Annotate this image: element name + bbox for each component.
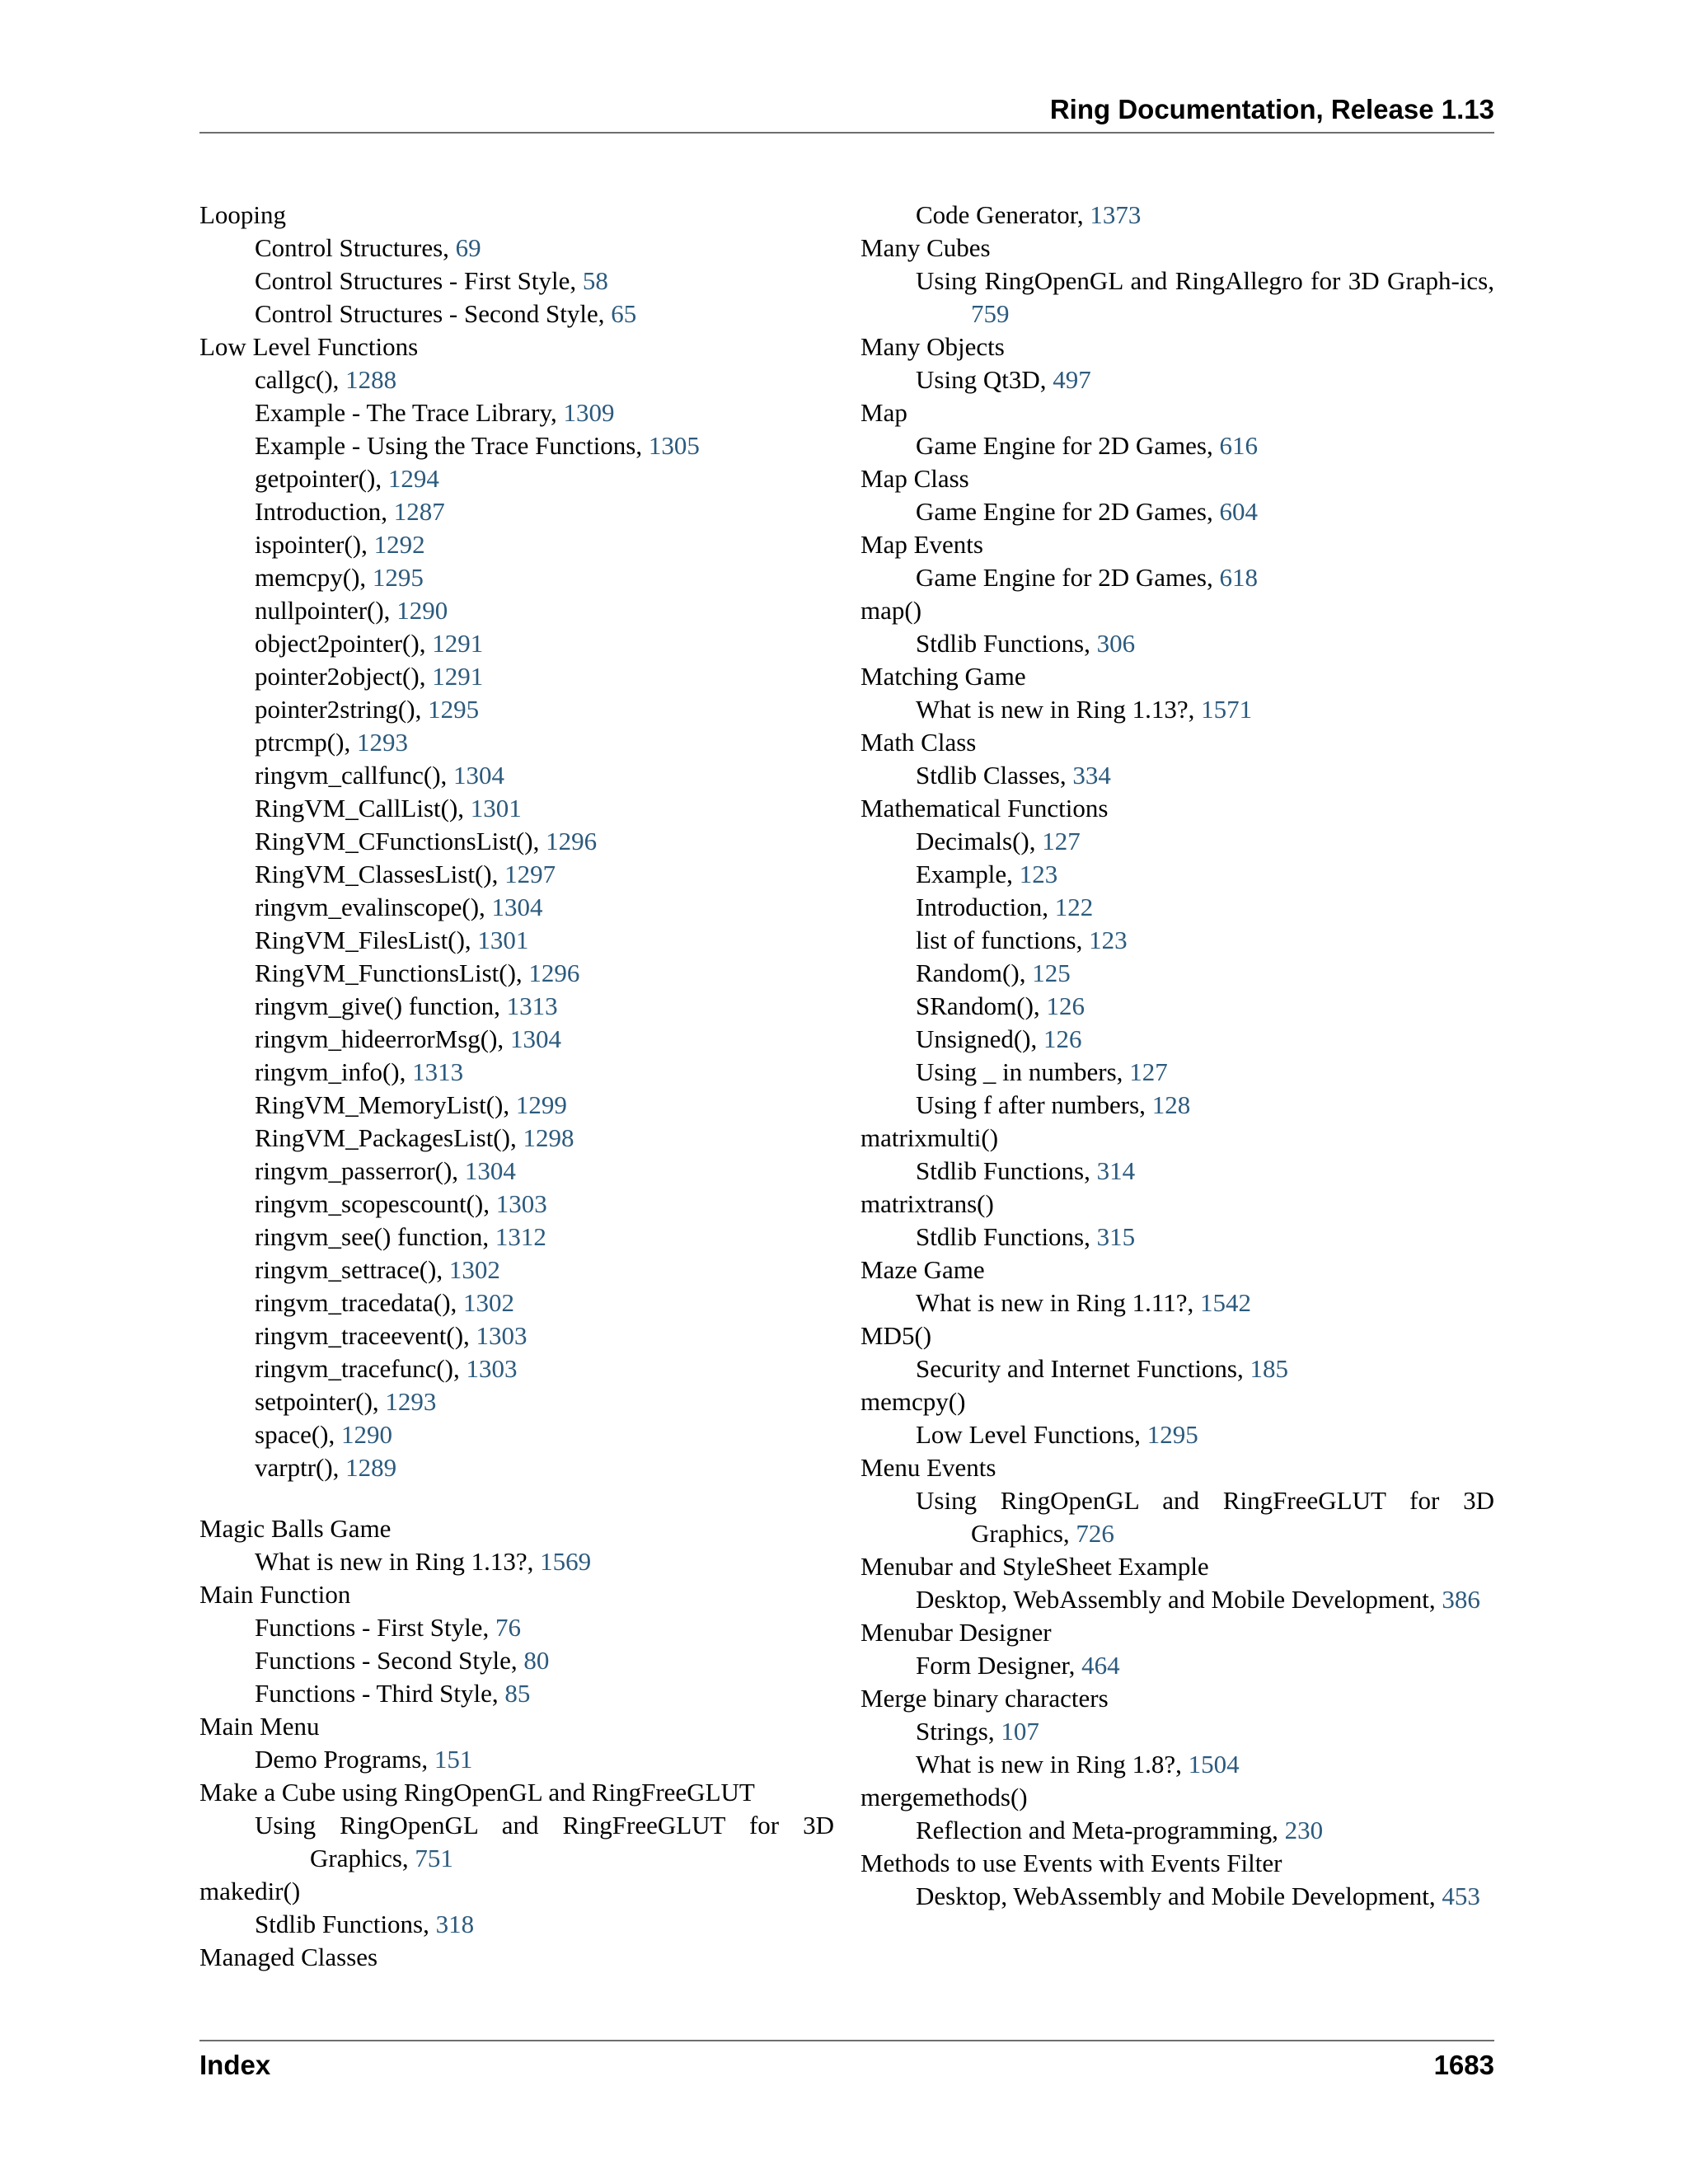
page-reference-link[interactable]: 1291	[432, 662, 484, 691]
page-reference-link[interactable]: 80	[523, 1646, 550, 1675]
subentry-text: Stdlib Functions,	[916, 629, 1097, 658]
index-subentry	[199, 627, 834, 660]
page-reference-link[interactable]: 1313	[412, 1057, 464, 1086]
index-subentry	[860, 627, 1494, 660]
page-reference-link[interactable]: 1373	[1090, 200, 1142, 229]
page-reference-link[interactable]: 85	[504, 1679, 531, 1708]
subentry-text: memcpy(),	[255, 563, 373, 592]
index-column-left	[199, 199, 834, 1974]
subentry-text: Game Engine for 2D Games,	[916, 563, 1220, 592]
running-title: Ring Documentation, Release 1.13	[1049, 94, 1494, 124]
index-subentry	[199, 693, 834, 726]
page-reference-link[interactable]: 1302	[448, 1255, 500, 1284]
subentry-text: Low Level Functions,	[916, 1420, 1147, 1449]
page-reference-link[interactable]: 1504	[1188, 1750, 1240, 1779]
index-term: Maze Game	[860, 1255, 985, 1284]
index-subentry	[860, 1418, 1494, 1451]
index-subentry	[199, 660, 834, 693]
page-reference-link[interactable]: 759	[971, 299, 1010, 328]
page-reference-link[interactable]: 123	[1089, 926, 1128, 954]
index-subentry	[199, 825, 834, 858]
index-subentry	[860, 759, 1494, 792]
index-subentry	[860, 891, 1494, 924]
index-subentry	[860, 1352, 1494, 1385]
page-reference-link[interactable]: 1304	[491, 893, 543, 921]
index-subentry	[199, 1286, 834, 1319]
index-subentry	[860, 1155, 1494, 1188]
subentry-text: ringvm_tracedata(),	[255, 1288, 464, 1317]
page-reference-link[interactable]: 126	[1046, 991, 1085, 1020]
subentry-text: Introduction,	[916, 893, 1055, 921]
index-term: makedir()	[199, 1877, 301, 1905]
index-subentry	[199, 858, 834, 891]
page-reference-link[interactable]: 151	[434, 1745, 473, 1774]
subentry-text: ispointer(),	[255, 530, 374, 559]
subentry-text: Control Structures,	[255, 233, 456, 262]
subentry-text: RingVM_FunctionsList(),	[255, 958, 529, 987]
subentry-text: Desktop, WebAssembly and Mobile Development,	[916, 1585, 1442, 1614]
index-column-right	[860, 199, 1494, 1913]
index-subentry	[199, 528, 834, 561]
page-number: 1683	[1433, 2050, 1494, 2080]
page-reference-link[interactable]: 1309	[563, 398, 615, 427]
subentry-text: RingVM_CallList(),	[255, 794, 471, 823]
subentry-text: space(),	[255, 1420, 341, 1449]
index-subentry	[860, 924, 1494, 957]
subentry-text: Using f after numbers,	[916, 1090, 1152, 1119]
page-reference-link[interactable]: 128	[1151, 1090, 1191, 1119]
page-reference-link[interactable]: 1292	[373, 530, 425, 559]
page-reference-link[interactable]: 65	[611, 299, 637, 328]
subentry-text: Strings,	[916, 1717, 1001, 1746]
page-reference-link[interactable]: 1295	[428, 695, 480, 724]
subentry-text: Reflection and Meta-programming,	[916, 1816, 1285, 1844]
index-subentry	[199, 1908, 834, 1941]
page-reference-link[interactable]: 1299	[515, 1090, 567, 1119]
index-subentry	[860, 1484, 1494, 1550]
index-term: Math Class	[860, 728, 977, 757]
index-subentry	[860, 825, 1494, 858]
subentry-text: nullpointer(),	[255, 596, 397, 625]
index-subentry	[860, 363, 1494, 396]
index-subentry	[860, 1583, 1494, 1616]
subentry-text: RingVM_PackagesList(),	[255, 1123, 523, 1152]
index-term: Main Function	[199, 1580, 351, 1609]
index-subentry	[199, 1611, 834, 1644]
index-subentry	[199, 957, 834, 990]
subentry-text: Desktop, WebAssembly and Mobile Development,	[916, 1882, 1442, 1910]
subentry-text: ringvm_tracefunc(),	[255, 1354, 467, 1383]
index-term: MD5()	[860, 1321, 932, 1350]
page-reference-link[interactable]: 1303	[466, 1354, 518, 1383]
index-subentry	[199, 1319, 834, 1352]
page-reference-link[interactable]: 1298	[523, 1123, 574, 1152]
subentry-text: Stdlib Functions,	[916, 1156, 1097, 1185]
subentry-text: Using RingOpenGL and RingFreeGLUT for 3D Graphics,	[255, 1811, 834, 1872]
index-subentry	[860, 1221, 1494, 1254]
subentry-text: pointer2object(),	[255, 662, 433, 691]
index-term: Mathematical Functions	[860, 794, 1109, 823]
index-subentry	[860, 1880, 1494, 1913]
subentry-text: Form Designer,	[916, 1651, 1082, 1680]
page-reference-link[interactable]: 1301	[477, 926, 529, 954]
index-subentry	[860, 1023, 1494, 1056]
subentry-text: Example - Using the Trace Functions,	[255, 431, 649, 460]
index-subentry	[860, 429, 1494, 462]
page-reference-link[interactable]: 1304	[509, 1024, 561, 1053]
page-reference-link[interactable]: 107	[1001, 1717, 1039, 1746]
index-subentry	[860, 1089, 1494, 1122]
page-reference-link[interactable]: 726	[1076, 1519, 1114, 1548]
index-term: Main Menu	[199, 1712, 320, 1741]
index-subentry	[860, 1286, 1494, 1319]
page-reference-link[interactable]: 464	[1081, 1651, 1120, 1680]
page-reference-link[interactable]: 1571	[1201, 695, 1253, 724]
subentry-text: Game Engine for 2D Games,	[916, 497, 1220, 526]
index-subentry	[199, 462, 834, 495]
subentry-text: RingVM_CFunctionsList(),	[255, 827, 546, 855]
subentry-text: Demo Programs,	[255, 1745, 434, 1774]
index-subentry	[860, 858, 1494, 891]
index-term: Methods to use Events with Events Filter	[860, 1849, 1282, 1877]
subentry-text: Using RingOpenGL and RingFreeGLUT for 3D Graphics,	[916, 1486, 1494, 1548]
subentry-text: ringvm_info(),	[255, 1057, 413, 1086]
page-reference-link[interactable]: 751	[415, 1844, 453, 1872]
subentry-text: ptrcmp(),	[255, 728, 357, 757]
subentry-text: ringvm_give() function,	[255, 991, 507, 1020]
subentry-text: callgc(),	[255, 365, 346, 394]
index-subentry	[860, 693, 1494, 726]
subentry-text: Stdlib Functions,	[916, 1222, 1097, 1251]
index-subentry	[199, 792, 834, 825]
page-reference-link[interactable]: 1312	[495, 1222, 546, 1251]
subentry-text: Example - The Trace Library,	[255, 398, 564, 427]
index-term: Many Cubes	[860, 233, 991, 262]
index-term: Looping	[199, 200, 287, 229]
index-subentry	[199, 891, 834, 924]
page-reference-link[interactable]: 1304	[453, 761, 505, 790]
subentry-text: Security and Internet Functions,	[916, 1354, 1250, 1383]
page-reference-link[interactable]: 1287	[393, 497, 445, 526]
subentry-text: What is new in Ring 1.13?,	[916, 695, 1202, 724]
subentry-text: ringvm_evalinscope(),	[255, 893, 492, 921]
index-subentry	[199, 990, 834, 1023]
index-term: mergemethods()	[860, 1783, 1028, 1811]
index-subentry	[860, 1715, 1494, 1748]
index-term: Map Class	[860, 464, 969, 493]
page-reference-link[interactable]: 122	[1054, 893, 1094, 921]
page-reference-link[interactable]: 126	[1043, 1024, 1082, 1053]
index-subentry	[199, 561, 834, 594]
page-reference-link[interactable]: 1295	[372, 563, 424, 592]
subentry-text: Stdlib Classes,	[916, 761, 1073, 790]
index-subentry	[199, 924, 834, 957]
page-reference-link[interactable]: 125	[1032, 958, 1071, 987]
index-subentry	[860, 990, 1494, 1023]
subentry-text: Decimals(),	[916, 827, 1043, 855]
page-reference-link[interactable]: 127	[1042, 827, 1081, 855]
subentry-text: ringvm_callfunc(),	[255, 761, 454, 790]
index-term: Managed Classes	[199, 1943, 378, 1971]
page-footer	[199, 2040, 1494, 2080]
index-term: Make a Cube using RingOpenGL and RingFreeGLUT	[199, 1778, 755, 1807]
index-subentry	[199, 1155, 834, 1188]
index-subentry	[860, 1748, 1494, 1781]
page-reference-link[interactable]: 123	[1019, 860, 1058, 888]
page-reference-link[interactable]: 127	[1129, 1057, 1168, 1086]
subentry-text: getpointer(),	[255, 464, 388, 493]
subentry-text: What is new in Ring 1.8?,	[916, 1750, 1189, 1779]
page-reference-link[interactable]: 1290	[396, 596, 448, 625]
page-reference-link[interactable]: 1294	[387, 464, 439, 493]
subentry-text: Unsigned(),	[916, 1024, 1043, 1053]
subentry-text: ringvm_scopescount(),	[255, 1189, 496, 1218]
subentry-text: ringvm_traceevent(),	[255, 1321, 476, 1350]
page-reference-link[interactable]: 1295	[1146, 1420, 1198, 1449]
subentry-text: SRandom(),	[916, 991, 1047, 1020]
page-reference-link[interactable]: 1289	[345, 1453, 397, 1482]
index-term: Merge binary characters	[860, 1684, 1109, 1713]
page-reference-link[interactable]: 1290	[341, 1420, 392, 1449]
page-reference-link[interactable]: 230	[1284, 1816, 1324, 1844]
page-reference-link[interactable]: 1305	[648, 431, 700, 460]
index-term: Low Level Functions	[199, 332, 419, 361]
page-reference-link[interactable]: 1288	[345, 365, 397, 394]
index-subentry	[860, 199, 1494, 232]
index-subentry	[199, 1056, 834, 1089]
subentry-text: varptr(),	[255, 1453, 346, 1482]
subentry-text: Example,	[916, 860, 1020, 888]
index-subentry	[199, 1809, 834, 1875]
page-reference-link[interactable]: 334	[1072, 761, 1111, 790]
subentry-text: Using RingOpenGL and RingAllegro for 3D Graph-ics,	[916, 266, 1494, 295]
page-reference-link[interactable]: 69	[455, 233, 481, 262]
page-reference-link[interactable]: 1304	[464, 1156, 516, 1185]
index-term: map()	[860, 596, 922, 625]
page-reference-link[interactable]: 58	[582, 266, 608, 295]
letter-group-gap	[199, 1484, 834, 1512]
subentry-text: Functions - Second Style,	[255, 1646, 524, 1675]
page-reference-link[interactable]: 1542	[1199, 1288, 1251, 1317]
subentry-text: What is new in Ring 1.13?,	[255, 1547, 541, 1576]
page-reference-link[interactable]: 76	[495, 1613, 521, 1642]
page-reference-link[interactable]: 306	[1096, 629, 1136, 658]
subentry-text: object2pointer(),	[255, 629, 433, 658]
subentry-text: list of functions,	[916, 926, 1090, 954]
index-subentry	[860, 1056, 1494, 1089]
index-term: Menubar and StyleSheet Example	[860, 1552, 1209, 1581]
subentry-text: setpointer(),	[255, 1387, 386, 1416]
index-subentry	[199, 1188, 834, 1221]
subentry-text: Functions - Third Style,	[255, 1679, 505, 1708]
subentry-text: Using _ in numbers,	[916, 1057, 1130, 1086]
index-term: Map	[860, 398, 907, 427]
index-term: Menu Events	[860, 1453, 996, 1482]
index-subentry	[199, 1677, 834, 1710]
subentry-text: ringvm_passerror(),	[255, 1156, 465, 1185]
index-subentry	[199, 298, 834, 330]
page-reference-link[interactable]: 1296	[528, 958, 580, 987]
index-subentry	[860, 1649, 1494, 1682]
subentry-text: What is new in Ring 1.11?,	[916, 1288, 1200, 1317]
subentry-text: ringvm_hideerrorMsg(),	[255, 1024, 510, 1053]
index-subentry	[860, 495, 1494, 528]
index-subentry	[199, 1089, 834, 1122]
index-subentry	[199, 1545, 834, 1578]
index-subentry	[199, 1385, 834, 1418]
page-reference-link[interactable]: 1569	[540, 1547, 592, 1576]
index-term: matrixtrans()	[860, 1189, 994, 1218]
subentry-text: Code Generator,	[916, 200, 1090, 229]
page-reference-link[interactable]: 618	[1219, 563, 1258, 592]
index-subentry	[199, 594, 834, 627]
index-term: matrixmulti()	[860, 1123, 999, 1152]
index-term: Matching Game	[860, 662, 1026, 691]
index-subentry	[860, 265, 1494, 330]
subentry-text: Control Structures - Second Style,	[255, 299, 612, 328]
page-reference-link[interactable]: 604	[1219, 497, 1258, 526]
index-subentry	[199, 1352, 834, 1385]
page-reference-link[interactable]: 314	[1096, 1156, 1136, 1185]
index-subentry	[199, 495, 834, 528]
page-reference-link[interactable]: 1297	[504, 860, 556, 888]
index-subentry	[199, 1221, 834, 1254]
subentry-text: Control Structures - First Style,	[255, 266, 583, 295]
index-subentry	[199, 1254, 834, 1286]
page-reference-link[interactable]: 1291	[432, 629, 484, 658]
index-subentry	[199, 265, 834, 298]
page-reference-link[interactable]: 1302	[463, 1288, 515, 1317]
subentry-text: ringvm_see() function,	[255, 1222, 495, 1251]
page-reference-link[interactable]: 386	[1442, 1585, 1480, 1614]
index-subentry	[199, 1644, 834, 1677]
index-subentry	[860, 1814, 1494, 1847]
subentry-text: Game Engine for 2D Games,	[916, 431, 1220, 460]
index-subentry	[199, 1743, 834, 1776]
index-subentry	[199, 232, 834, 265]
page-reference-link[interactable]: 497	[1053, 365, 1091, 394]
index-subentry	[860, 957, 1494, 990]
page-reference-link[interactable]: 1293	[385, 1387, 437, 1416]
page-reference-link[interactable]: 616	[1219, 431, 1258, 460]
page-reference-link[interactable]: 1301	[470, 794, 522, 823]
page-header	[199, 92, 1494, 134]
subentry-text: RingVM_MemoryList(),	[255, 1090, 516, 1119]
subentry-text: RingVM_ClassesList(),	[255, 860, 505, 888]
subentry-text: Using Qt3D,	[916, 365, 1053, 394]
index-term: memcpy()	[860, 1387, 966, 1416]
subentry-text: Functions - First Style,	[255, 1613, 495, 1642]
index-subentry	[199, 1451, 834, 1484]
subentry-text: ringvm_settrace(),	[255, 1255, 449, 1284]
index-subentry	[199, 1122, 834, 1155]
page-reference-link[interactable]: 318	[435, 1910, 475, 1938]
index-subentry	[860, 561, 1494, 594]
index-subentry	[199, 1023, 834, 1056]
subentry-text: Random(),	[916, 958, 1033, 987]
index-subentry	[199, 429, 834, 462]
subentry-text: Introduction,	[255, 497, 394, 526]
page-reference-link[interactable]: 1296	[546, 827, 598, 855]
index-term: Many Objects	[860, 332, 1005, 361]
page-reference-link[interactable]: 1313	[506, 991, 558, 1020]
page-reference-link[interactable]: 1303	[476, 1321, 528, 1350]
page-reference-link[interactable]: 1293	[356, 728, 408, 757]
index-subentry	[199, 1418, 834, 1451]
index-subentry	[199, 363, 834, 396]
index-subentry	[199, 759, 834, 792]
subentry-text: Stdlib Functions,	[255, 1910, 436, 1938]
index-subentry	[199, 726, 834, 759]
index-subentry	[199, 396, 834, 429]
page-reference-link[interactable]: 453	[1442, 1882, 1480, 1910]
page-reference-link[interactable]: 315	[1096, 1222, 1136, 1251]
index-term: Map Events	[860, 530, 983, 559]
subentry-text: pointer2string(),	[255, 695, 429, 724]
subentry-text: RingVM_FilesList(),	[255, 926, 478, 954]
footer-section: Index	[199, 2050, 271, 2080]
index-term: Magic Balls Game	[199, 1514, 392, 1543]
page-reference-link[interactable]: 1303	[495, 1189, 547, 1218]
page-reference-link[interactable]: 185	[1250, 1354, 1288, 1383]
index-term: Menubar Designer	[860, 1618, 1052, 1647]
